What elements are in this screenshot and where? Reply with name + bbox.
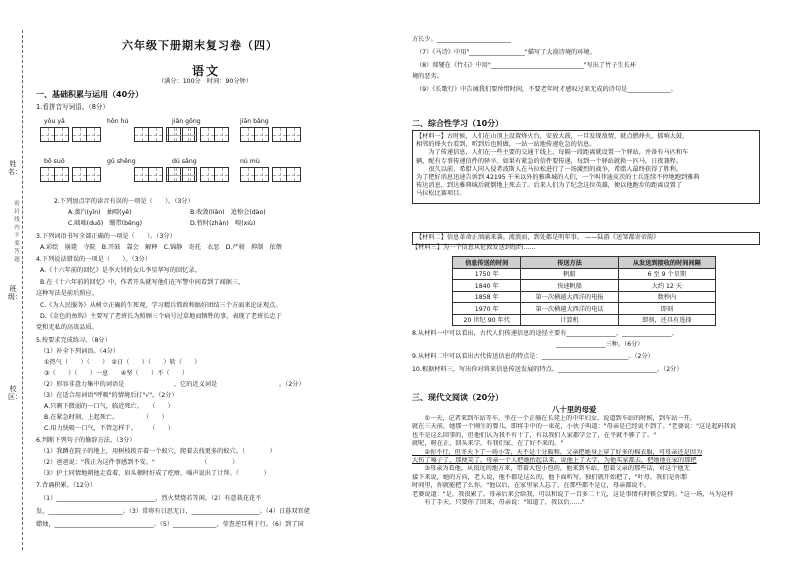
seal-text: 密封线内不要答题: [14, 201, 20, 263]
story-line: 大伤了嗓子了，那便笑了。母亲一个人把她抬起以来，说他上了大学，为他买家都去，把她他在家的那把: [412, 457, 697, 465]
q4-option-b-2: 这种写法是前后照应。: [36, 290, 98, 297]
story-line: ②你不行，但冬天下了一场小雪，天不是十分暖和。父亲把她身上穿了好多的棉衣服，可母亲还是因为: [412, 448, 703, 456]
school-label: 校区：: [8, 385, 22, 401]
story-line: ③母亲为看他，从很远的地方来，带着大包小包的，他来到车站，想着父亲的那些话，对这个他无: [412, 465, 690, 473]
q7-line-1: （1）________________________________，烈火焚烧若等闲。（2）有意栽花花不: [40, 495, 262, 502]
story-line: 接下来说，她的方向，老人说，他不都是这么的。他下面听写，独们就开始把了，"叶母，我们是你那: [412, 473, 688, 481]
q5-1-row-a: ①热气（ ）（ ） ②日（ ）（ ）转（ ）: [44, 359, 201, 366]
q4-prompt: 4.下列说法错误的一项是（ ）。（3分）: [36, 256, 152, 263]
material-3-heading: 【材料三】为一个信息从伦敦发送到纽约……: [412, 244, 536, 251]
section-3-heading: 三、现代文阅读（20分）: [412, 393, 504, 402]
pinyin-8: nù mù: [240, 158, 260, 165]
table-cell: 1750 年: [453, 268, 521, 280]
q6-3: （3）护士同情地朝他走看着，眉头顿时好成了疙瘩，嗓声说出了计拜。（ ）: [40, 470, 270, 477]
table-cell: 1970 年: [453, 303, 521, 315]
info-table: [452, 256, 716, 326]
material-1-line: 辆，配有专事传递信件的驿卒。如果有紧急的信件要传递，每到一个驿站就换一匹马，日夜兼程。: [416, 157, 683, 165]
q5-3-a: A.只剩下微弱的一口气，临近死亡。 （ ）: [44, 403, 174, 410]
table-cell: 快速帆船: [521, 280, 618, 292]
q2-option-d: D.暂时(zhàn) 嗅(xiù): [190, 220, 256, 227]
q4-option-d-2: 党和无私的高贵品质。: [36, 324, 98, 331]
story-line: 就在三天前，她那一个刚生的婴儿，即将手中的一束花，小伙子叫道："母亲是已经说不到了。"老婆说："这是起码我说: [412, 423, 737, 431]
q7-line-2: 发，________________________。（3）常将有日思无日，______________________。（4）日暮双官佬: [36, 508, 310, 515]
material-1-line: 为了把好消息迅速告诉到 42195 千米以外的雅典城的人们，一个叫菲迪皮茨的士兵连续不停地跑到雅典: [416, 174, 700, 182]
table-header-row: [453, 257, 716, 269]
pinyin-7: dú sǎng: [172, 158, 197, 165]
table-cell: 第一次横越大西洋的电报: [521, 291, 618, 303]
exam-title: 六年级下册期末复习卷（四）: [122, 39, 278, 52]
q5-1-row-b: ③（ ）（ ）一息 ④坚（ ）不（ ）: [44, 370, 189, 377]
table-cell: 计算机: [521, 314, 618, 326]
q3-options: A.彩绘 崩毙 寺院 B.开鼓 靠会 解释 C.锦静 寄托 衣恶 D.严骏 抑制 依偎: [40, 244, 282, 251]
q4-option-d-1: D.《金色的鱼钩》主要写了老班长为照顾三个病号过草地而牺牲的事，表现了老班长忠于: [40, 313, 282, 320]
pinyin-6: gǔ shēng: [107, 158, 136, 165]
q2-option-c: C.咄咄(duō) 绷带(bēng): [68, 220, 143, 227]
story-title: 八十里的母爱: [552, 405, 597, 414]
table-cell: 数秒内: [618, 291, 715, 303]
table-cell: 20 世纪 90 年代: [453, 314, 521, 326]
story-line: 就呢，呀在正，回头来学，有我们家，在了好不来的。": [412, 440, 564, 448]
q5-prompt: 5.按要求完成练习。（8分）: [36, 337, 111, 344]
story-line: 时间里，你就能把了么你。"他以后，在家里家人忘了，在那些都不是让，母亲都说不。: [412, 482, 650, 490]
table-cell: 即刻，还具有选择: [618, 314, 715, 326]
story-body: [412, 415, 760, 533]
table-row: [453, 291, 716, 303]
material-1-box: [412, 130, 760, 204]
story-line: 也不是这么回事的，但他们认为我不有十了，有以我们人家都学会了，在平就不够了了。": [412, 431, 657, 439]
q3-prompt: 3.下列词语书写全部正确的一项是（ ）。（3分）: [36, 233, 176, 240]
q4-option-c: C.《为人民服务》从树立正确的生死观，学习精兵简政和搞好团结三个方面来论证观点。: [40, 302, 282, 309]
binding-line: [22, 30, 24, 550]
q5-3-c: C.用力快吸一口气，不管怎样干。 （ ）: [44, 425, 175, 432]
q7-8-b: 境的恶劣。: [412, 73, 443, 80]
table-cell: 即刻: [618, 303, 715, 315]
q10: 10.根据材料三，写出你对将来信息传送发展的特点。________________________________。（2分）: [412, 366, 683, 373]
pinyin-2: hōn hú: [107, 118, 129, 125]
q2-option-b: B.收敛(liǎn) 追悼会(dào): [190, 209, 266, 216]
tianzige-row-1b[interactable]: [168, 127, 300, 142]
table-header-cell: 信息传送的时间: [453, 257, 521, 269]
material-1-line: 【材料一】古时候，人们在山顶上设置烽火台，安放大鼓，一旦发现敌情，就点燃烽火，擂响大鼓，: [416, 133, 689, 140]
q7-7: （7）《马诗》中用"__________________"描写了大漠诗境的环境。: [416, 49, 596, 56]
q5-3: （3）在适合用词语"呼吸"的情境后打"√"。（2分）: [40, 392, 178, 399]
table-cell: 1858 年: [453, 291, 521, 303]
q9: 9.从材料二中可以看出古代传送信息的特点是：____________________________。（2分）: [412, 353, 654, 360]
story-line: ①一天，记者来到车站等车，坐在一个正骑在长凳上的中年妇女，说道到车站的时候，到车站一开，: [412, 415, 696, 422]
q8-line-2: ________________三种。（6分）: [556, 341, 644, 348]
q2-option-a: A.蒸汽(yīn) 抽噎(yē): [68, 209, 132, 216]
table-cell: 大约 12 天: [618, 280, 715, 292]
table-header-cell: 从发送到接收的时间间隔: [618, 257, 715, 269]
table-row: [453, 314, 716, 326]
pinyin-3: jiǎn gōng: [172, 118, 201, 125]
q7-9: （9）《长歌行》中告诫我们要珍惜时间，不要老年时才感叹过来无成的诗句是______________。: [416, 86, 677, 93]
section-1-heading: 一、基础积累与运用（40分）: [36, 90, 144, 99]
q8-line-1: 8.从材料一中可以看出，古代人们传递信息的途径主要有________________、________________、: [412, 330, 678, 337]
material-1-line: 很久以前，希腊人同入侵者波斯人在马拉松进行了一场激烈的战争，希腊人最终获得了胜利。: [416, 165, 683, 173]
q7-8-a: （8）郑燮在《竹石》中用"______________________________"写出了竹子生长环: [416, 62, 637, 69]
name-label: 姓名：: [8, 160, 22, 176]
q7-prompt: 7.背诵积累。（12分）: [36, 482, 97, 489]
table-cell: 第一次横越大西洋的电话: [521, 303, 618, 315]
table-cell: 帆船: [521, 268, 618, 280]
table-header-cell: 传送方法: [521, 257, 618, 269]
material-2-text: 【材料二】信息革命正汹涌来袭。流浪而，到处都是明年事。 ——陆游《送邹都寄帝韵》: [416, 234, 660, 241]
table-row: [453, 280, 716, 292]
subject-title: 语文: [192, 64, 221, 78]
exam-meta: （满分：100分 时间：90分钟）: [158, 78, 252, 85]
q5-1: （1）补全下列词语。（4分）: [40, 348, 120, 355]
pinyin-5: bō suǒ: [44, 158, 65, 165]
table-cell: 1840 年: [453, 280, 521, 292]
q5-2: （2）形容非意力集中的词语是 ，它的近义词是 。（2分）: [40, 381, 305, 388]
pinyin-4: jiān bǎng: [240, 118, 269, 125]
table-cell: 6 至 9 个星期: [618, 268, 715, 280]
q1-prompt: 1.看拼音写词语。（8分）: [36, 103, 110, 111]
section-2-heading: 二、综合性学习（10分）: [412, 119, 504, 128]
q7-line-3: 蜡烛，________________________________。（5）______________，莹查逆耳利于行。（6）到了国: [36, 521, 304, 528]
q6-2: （2）爸爸说："我正为这件事感到不安。" （ ）: [40, 459, 239, 466]
q4-option-b-1: B.在《十六年前的回忆》中，作者开头就写他们在军警中间看到了闻据三，: [40, 279, 245, 286]
q2-prompt: 2.下列加点字的读音有误的一项是（ ）。（3分）: [54, 198, 194, 205]
class-label: 班级：: [8, 285, 22, 301]
material-1-line: 马拉松比赛项目。: [416, 190, 466, 198]
table-row: [453, 303, 716, 315]
pinyin-1: yōu yǎ: [44, 118, 65, 125]
q6-prompt: 6.判断下列句子的修辞方法。（3分）: [36, 437, 136, 444]
material-1-line: 为了传递信息，人们在一些主要的交通干线上，每隔一段距离就设置一个驿站，并备有马匹和车: [416, 149, 689, 157]
table-row: [453, 268, 716, 280]
tianzige-row-2b[interactable]: [168, 167, 300, 182]
q7-continued: 方长少。________________________: [412, 36, 511, 43]
q5-3-b: B.在紧急时刻，上起死亡。 （ ）: [44, 414, 168, 421]
q4-option-a: A.《十六年前的回忆》是李大钊的女儿李星华写的回忆录。: [40, 267, 201, 274]
story-line: 有了手天，只要你了回来，母亲说："知道了，我以后……": [412, 499, 585, 507]
material-1-line: 传达消息，到达雅典城后就倒地上死去了。后来人们为了纪念这位英雄，便以他跑步的距离设置了: [416, 182, 683, 190]
material-1-line: 相邻的烽火台看到，听到后也照做，一站一站地传递危急的信息。: [416, 141, 596, 149]
story-line: 老婆说道："是，我很累了。母亲后来会给我，可以和说了一百多二十元，这是事情有时候会要的。"这一场，马为这样: [412, 490, 734, 498]
q6-1: （1）我蹲在院子的地上，用树枝拨弄着一个蚁穴，爬着去找更多的蚁穴。（ ）: [40, 448, 276, 455]
